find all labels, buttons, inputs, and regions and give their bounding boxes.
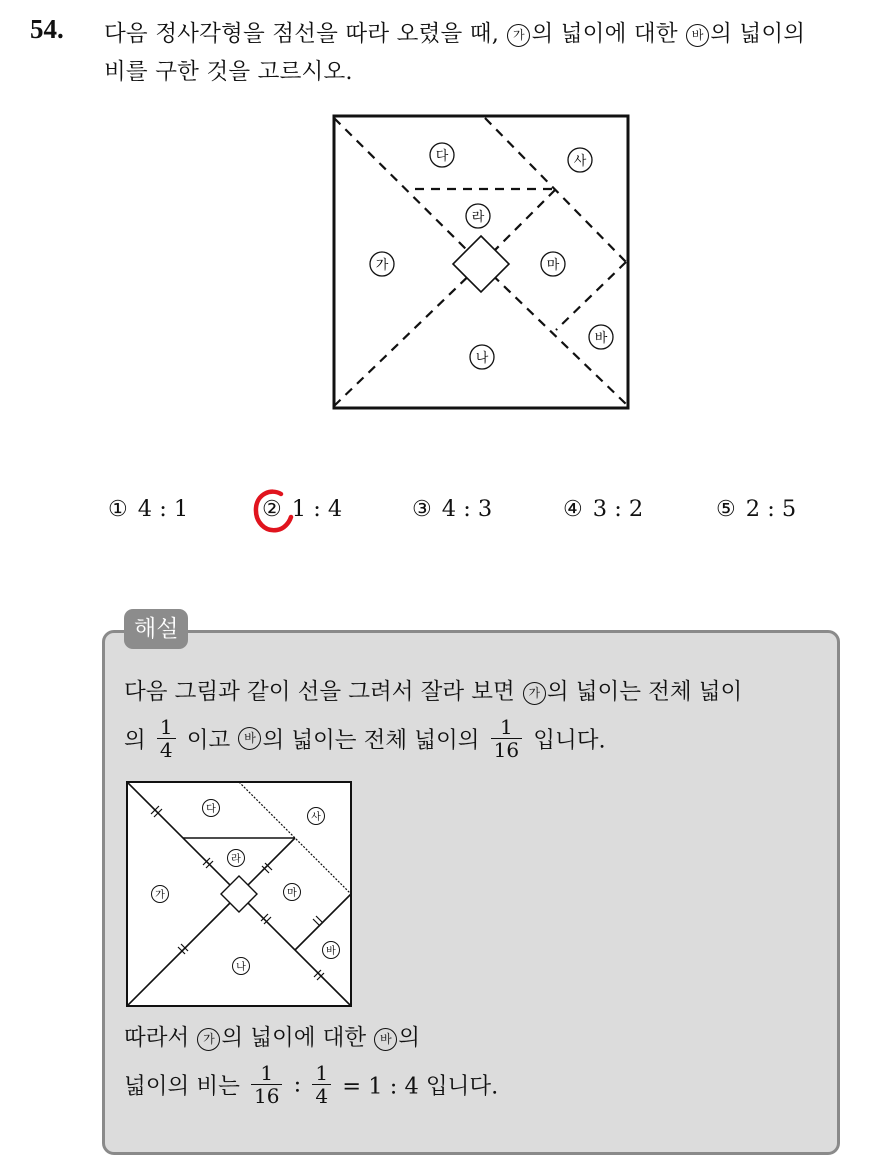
label-ba (323, 942, 340, 959)
explanation-line4: 넓이의 비는 $\frac{1}{16}$ : $\frac{1}{4}$ = 1 : 4 입니다. (124, 1061, 499, 1108)
svg-text:바: 바 (326, 946, 336, 957)
label-ga (152, 886, 169, 903)
label-ga (370, 252, 394, 276)
circled-ba-mark: 바 (238, 727, 261, 750)
label-ma (284, 884, 301, 901)
fraction-one-quarter: $\frac{1}{4}$ (312, 1062, 331, 1107)
choice-5[interactable]: ⑤ 2 : 5 (716, 496, 797, 522)
explanation-line1: 다음 그림과 같이 선을 그려서 잘라 보면 가 의 넓이는 전체 넓이 (124, 679, 743, 705)
svg-text:마: 마 (546, 258, 560, 273)
choice-2[interactable]: ② 1 : 4 (262, 496, 343, 522)
label-na (233, 958, 250, 975)
svg-text:라: 라 (471, 210, 485, 225)
question-text-line2: 비를 구한 것을 고르시오. (104, 59, 353, 85)
fraction-one-sixteenth: $\frac{1}{16}$ (491, 716, 522, 761)
tangram-solution-figure (125, 780, 355, 1010)
svg-text:다: 다 (206, 804, 216, 815)
label-ba (589, 325, 613, 349)
question-number: 54. (30, 14, 64, 44)
circled-ga-mark: 가 (197, 1028, 220, 1051)
label-ma (541, 252, 565, 276)
fraction-one-quarter: $\frac{1}{4}$ (157, 716, 176, 761)
circled-ba-mark: 바 (686, 24, 709, 47)
label-ra (228, 850, 245, 867)
circled-ga-mark: 가 (507, 24, 530, 47)
svg-text:나: 나 (475, 351, 489, 366)
svg-text:사: 사 (573, 154, 587, 169)
explanation-line2: 의 $\frac{1}{4}$ 이고 바 의 넓이는 전체 넓이의 $\frac{1}{16}$ 입니다. (124, 715, 606, 762)
label-da (430, 143, 454, 167)
explanation-tab: 해설 (124, 609, 188, 649)
circled-ga-mark: 가 (523, 682, 546, 705)
choice-3[interactable]: ③ 4 : 3 (412, 496, 493, 522)
svg-text:가: 가 (155, 890, 165, 901)
svg-text:나: 나 (236, 962, 246, 973)
svg-text:다: 다 (435, 149, 449, 164)
label-ra (466, 204, 490, 228)
svg-text:사: 사 (311, 812, 321, 823)
answer-choices (0, 496, 884, 530)
question-text-line1: 다음 정사각형을 점선을 따라 오렸을 때, 가 의 넓이에 대한 바 의 넓이의 (104, 21, 806, 47)
label-sa (308, 808, 325, 825)
svg-text:바: 바 (594, 331, 608, 346)
fraction-one-sixteenth: $\frac{1}{16}$ (251, 1062, 282, 1107)
tangram-figure (330, 112, 632, 414)
choice-1[interactable]: ① 4 : 1 (108, 496, 189, 522)
selected-answer-circle (251, 486, 295, 536)
svg-text:가: 가 (375, 258, 389, 273)
svg-text:마: 마 (287, 888, 297, 899)
choice-4[interactable]: ④ 3 : 2 (563, 496, 644, 522)
label-sa (568, 148, 592, 172)
label-na (470, 345, 494, 369)
explanation-line3: 따라서 가 의 넓이에 대한 바 의 (124, 1025, 420, 1051)
label-da (203, 800, 220, 817)
svg-text:라: 라 (231, 854, 241, 865)
circled-ba-mark: 바 (374, 1028, 397, 1051)
